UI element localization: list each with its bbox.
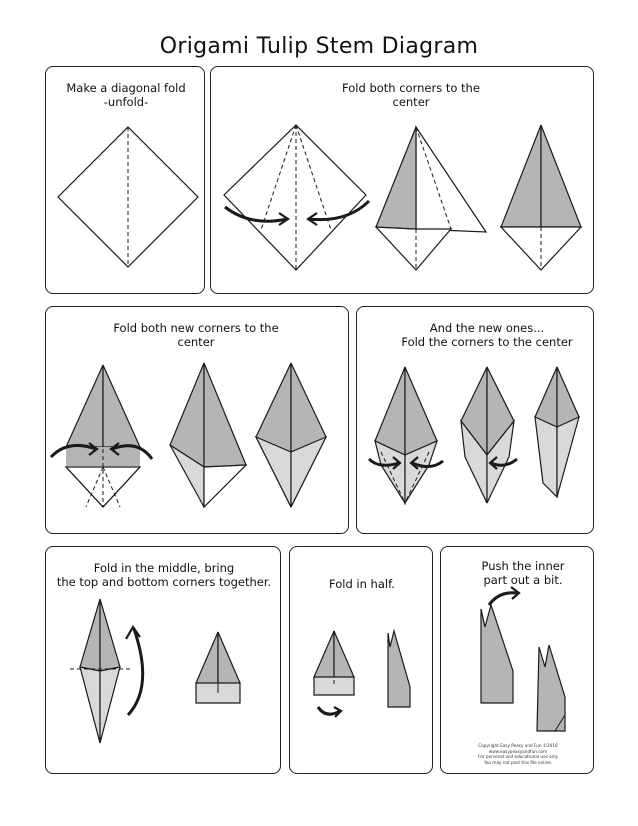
step-3-panel (45, 306, 349, 534)
step-7-diagram (441, 547, 595, 775)
step-2-panel (210, 66, 594, 294)
step-2-diagram (211, 67, 595, 295)
step-5-panel (45, 546, 281, 774)
step-6-diagram (290, 547, 434, 775)
step-4-diagram (357, 307, 595, 535)
step-1-caption: Make a diagonal fold -unfold- (66, 81, 186, 109)
step-6-panel (289, 546, 433, 774)
copyright-note: Copyright Easy Peasy and Fun ©2016 www.easypeasyandfun.com For personal and educational use only You may not post this file online. (478, 743, 558, 765)
step-4-panel (356, 306, 594, 534)
step-3-diagram (46, 307, 350, 535)
fold-up-arrow (128, 629, 143, 715)
step-2-caption: Fold both corners to the center (342, 81, 480, 109)
step-5-diagram (46, 547, 282, 775)
step-7-panel (440, 546, 594, 774)
step-3-caption: Fold both new corners to the center (113, 321, 279, 349)
page-title: Origami Tulip Stem Diagram (159, 34, 479, 59)
step-4-caption: And the new ones... Fold the corners to the center (401, 321, 573, 349)
step-1-diagram (46, 67, 206, 295)
step-7-caption: Push the inner part out a bit. (481, 559, 565, 587)
step-1-panel (45, 66, 205, 294)
step-6-caption: Fold in half. (329, 577, 395, 591)
step-5-caption: Fold in the middle, bring the top and bottom corners together. (56, 561, 272, 589)
